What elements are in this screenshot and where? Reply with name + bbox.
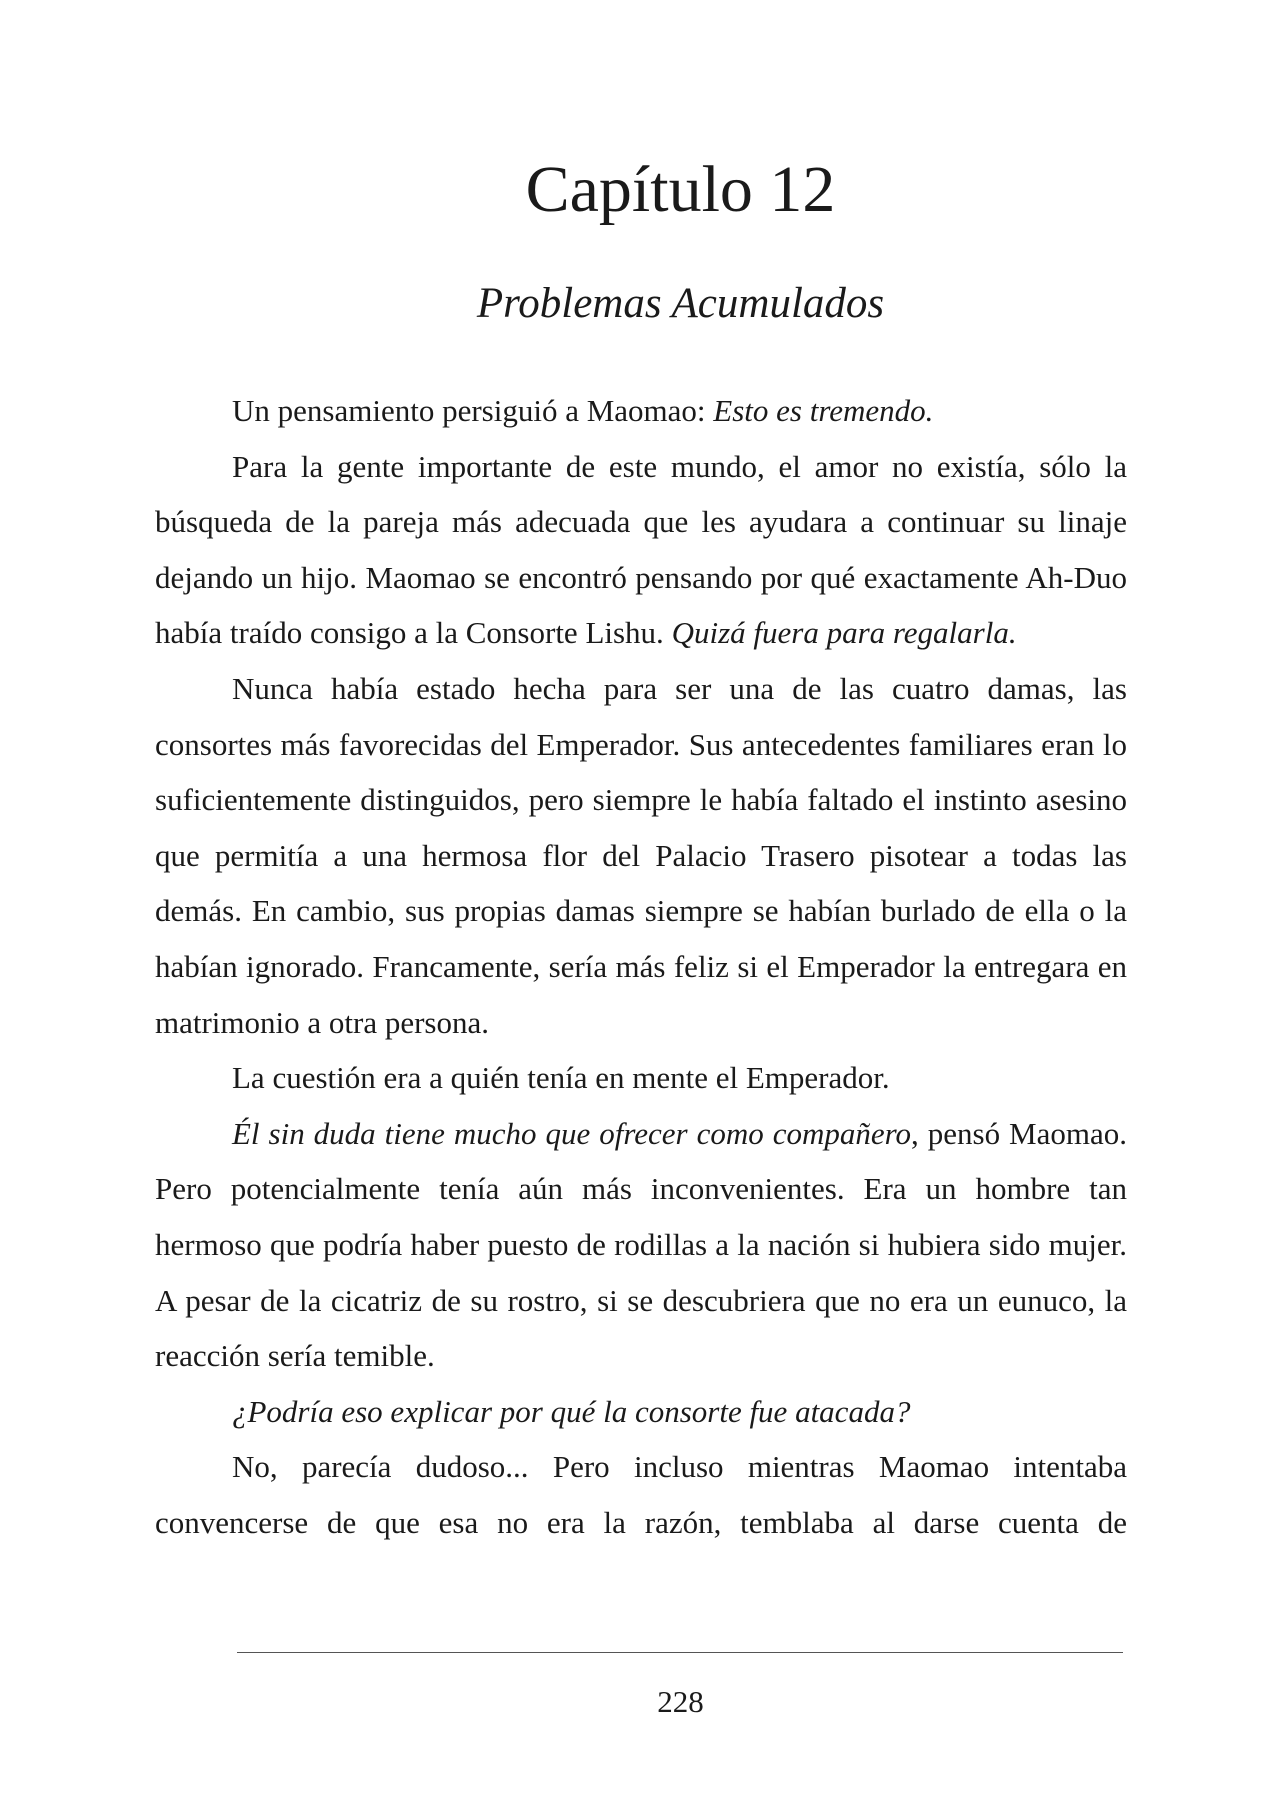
- paragraph-7: No, parecía dudoso... Pero incluso mientras Maomao intentaba convencerse de que esa no era la razón, temblaba al darse cuenta de: [155, 1449, 1127, 1540]
- paragraph-2: [155, 439, 1127, 661]
- chapter-title: Capítulo 12: [525, 153, 836, 226]
- paragraph-6: [155, 1384, 1127, 1440]
- chapter-subtitle: Problemas Acumulados: [476, 280, 885, 327]
- paragraph-5-italic: Él sin duda tiene mucho que ofrecer como compañero: [232, 1115, 912, 1151]
- paragraph-5-text: , pensó Maomao. Pero potencialmente tenía aún más inconvenientes. Era un hombre tan hermoso que podría haber puesto de rodillas a la nación si hubiera sido mujer. A pesar de la cicatriz de su rostro, si se descubriera que no era un eunuco, la reacción sería temible.: [155, 1115, 1127, 1374]
- page-number: 228: [657, 1684, 704, 1719]
- paragraph-2-text: Para la gente importante de este mundo, el amor no existía, sólo la búsqueda de la pareja más adecuada que les ayudara a continuar su linaje dejando un hijo. Maomao se encontró pensando por qué exactamente Ah-Duo había traído consigo a la Consorte Lishu.: [155, 448, 1127, 651]
- paragraph-6-italic: ¿Podría eso explicar por qué la consorte fue atacada?: [232, 1393, 911, 1429]
- paragraph-5: [155, 1106, 1127, 1384]
- paragraph-2-italic: Quizá fuera para regalarla.: [671, 615, 1017, 651]
- paragraph-1: [155, 383, 1127, 439]
- footer-divider: [237, 1652, 1123, 1653]
- paragraph-1-italic: Esto es tremendo.: [713, 393, 934, 428]
- body-text: [155, 383, 1127, 1550]
- paragraph-3: Nunca había estado hecha para ser una de las cuatro damas, las consortes más favorecidas del Emperador. Sus antecedentes familiares eran lo suficientemente distinguidos, pero siempre le había faltado el instinto asesino que permitía a una hermosa flor del Palacio Trasero pisotear a todas las demás. En cambio, sus propias damas siempre se habían burlado de ella o la habían ignorado. Francamente, sería más feliz si el Emperador la entregara en matrimonio a otra persona.: [155, 670, 1127, 1040]
- paragraph-4: La cuestión era a quién tenía en mente el Emperador.: [232, 1060, 890, 1096]
- paragraph-1-text: Un pensamiento persiguió a Maomao:: [232, 393, 714, 428]
